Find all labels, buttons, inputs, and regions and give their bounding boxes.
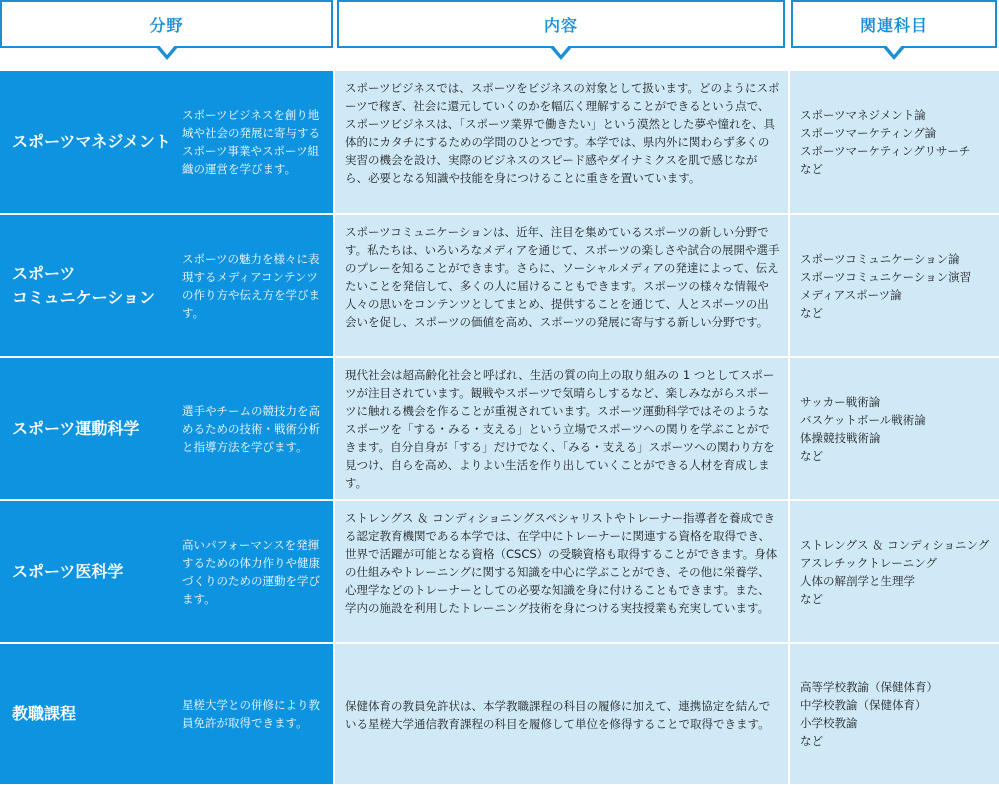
subject-item: 人体の解剖学と生理学 (800, 573, 915, 588)
header-subjects-label: 関連科目 (859, 15, 928, 35)
table-row (0, 71, 999, 213)
chevron-down-icon (882, 46, 906, 60)
header-content-label: 内容 (543, 15, 578, 35)
table-row (0, 213, 999, 356)
field-description: スポーツの魅力を様々に表現するメディアコンテンツの作り方や伝え方を学びます。 (182, 251, 320, 320)
subject-item: など (800, 591, 823, 606)
subject-item: 小学校教諭 (800, 716, 858, 730)
field-description: 高いパフォーマンスを発揮するための体力作りや健康づくりのための運動を学びます。 (182, 537, 320, 606)
subject-item: ストレングス ＆ コンディショニング (800, 537, 990, 552)
subject-item: 体操競技戦術論 (800, 430, 881, 445)
subject-item: など (800, 162, 823, 176)
field-cell (0, 358, 333, 499)
content-cell: スポーツビジネスでは、スポーツをビジネスの対象として扱います。どのようにスポーツで稼ぎ、社会に還元していくのかを幅広く理解することができるという点で、スポーツビジネスは、「スポーツ業界で働きたい」という漠然とした夢や憧れを、具体的にカタチにするための学問のひとつです。本学では、県内外に関わらず多くの実習の機会を設け、実際のビジネスのスピード感やダイナミクスを肌で感じながら、必要となる知識や技能を身につけることに重きを置いています。 (335, 71, 788, 213)
header-field-label: 分野 (149, 15, 184, 35)
subjects-cell (790, 71, 999, 213)
subject-item: スポーツコミュニケーション論 (800, 251, 960, 266)
content-cell: 現代社会は超高齢化社会と呼ばれ、生活の質の向上の取り組みの 1 つとしてスポーツが注目されています。観戦やスポーツで気晴らしするなど、楽しみながらスポーツに触れる機会を作ることが重視されています。スポーツ運動科学ではそのようなスポーツを「する・みる・支える」という立場でスポーツへの関りを学ぶことができます。自分自身が「する」だけでなく、「みる・支える」スポーツへの関わり方を見つけ、自らを高め、よりよい生活を作り出していくことができる人材を育成します。 (335, 358, 788, 499)
field-name: スポーツ運動科学 (12, 418, 140, 438)
subject-item: など (800, 734, 823, 748)
header-content (337, 0, 785, 48)
subject-item: サッカー戦術論 (800, 394, 881, 409)
subject-item: スポーツマーケティング論 (800, 126, 937, 140)
subject-item: スポーツマーケティングリサーチ (800, 144, 971, 158)
subjects-cell (790, 501, 999, 642)
chevron-down-icon (155, 46, 179, 60)
subjects-cell (790, 358, 999, 499)
subject-item: 中学校教諭（保健体育） (800, 698, 927, 712)
subject-item: など (800, 448, 823, 463)
table-row (0, 499, 999, 642)
field-description: 星槎大学との併修により教員免許が取得できます。 (182, 698, 320, 730)
table-row (0, 356, 999, 499)
header-field (0, 0, 333, 48)
content-cell (335, 644, 788, 784)
field-name-line: コミュニケーション (12, 287, 156, 307)
table-row (0, 642, 999, 784)
field-name-line: スポーツ (12, 263, 76, 283)
field-description: 選手やチームの競技力を高めるための技術・戦術分析と指導方法を学びます。 (182, 403, 320, 454)
header-subjects (791, 0, 997, 48)
field-cell (0, 215, 333, 356)
field-name: 教職課程 (12, 704, 77, 723)
field-name: スポーツ医科学 (12, 561, 124, 581)
field-cell (0, 71, 333, 213)
table-body (0, 71, 999, 784)
subject-item: 高等学校教諭（保健体育） (800, 680, 938, 694)
subject-item: メディアスポーツ論 (800, 287, 902, 302)
subject-item: アスレチックトレーニング (800, 555, 937, 570)
subjects-cell (790, 215, 999, 356)
field-cell (0, 644, 333, 784)
content-text: 保健体育の教員免許状は、本学教職課程の科目の履修に加えて、連携協定を結んでいる星槎大学通信教育課程の科目を履修して単位を修得することで取得できます。 (345, 699, 771, 731)
subject-item: スポーツコミュニケーション演習 (800, 269, 972, 284)
field-name (0, 262, 182, 310)
subject-item: バスケットボール戦術論 (800, 412, 926, 427)
content-cell: ストレングス ＆ コンディショニングスペシャリストやトレーナー指導者を養成できる認定教育機関である本学では、在学中にトレーナーに関連する資格を取得でき、世界で活躍が可能となる資格（CSCS）の受験資格も取得することができます。身体の仕組みやトレーニングに関する知識を中心に学ぶことができ、その他に栄養学、心理学などのトレーナーとしての必要な知識を身に付けることもできます。また、学内の施設を利用したトレーニング技術を身につける実技授業も充実しています。 (335, 501, 788, 642)
subject-item: スポーツマネジメント論 (800, 108, 926, 122)
field-description: スポーツビジネスを創り地域や社会の発展に寄与するスポーツ事業やスポーツ組織の運営を学びます。 (182, 108, 320, 176)
chevron-down-icon (549, 46, 573, 60)
field-name: スポーツマネジメント (12, 132, 171, 151)
content-cell: スポーツコミュニケーションは、近年、注目を集めているスポーツの新しい分野です。私たちは、いろいろなメディアを通じて、スポーツの楽しさや試合の展開や選手のプレーを知ることができます。さらに、ソーシャルメディアの発達によって、伝えたいことを発信して、多くの人に届けることもできます。スポーツの様々な情報や人々の思いをコンテンツとしてまとめ、提供することを通じて、人とスポーツの出会いを促し、スポーツの価値を高め、スポーツの発展に寄与する新しい分野です。 (335, 215, 788, 356)
subject-item: など (800, 305, 823, 320)
field-cell (0, 501, 333, 642)
subjects-cell (790, 644, 999, 784)
